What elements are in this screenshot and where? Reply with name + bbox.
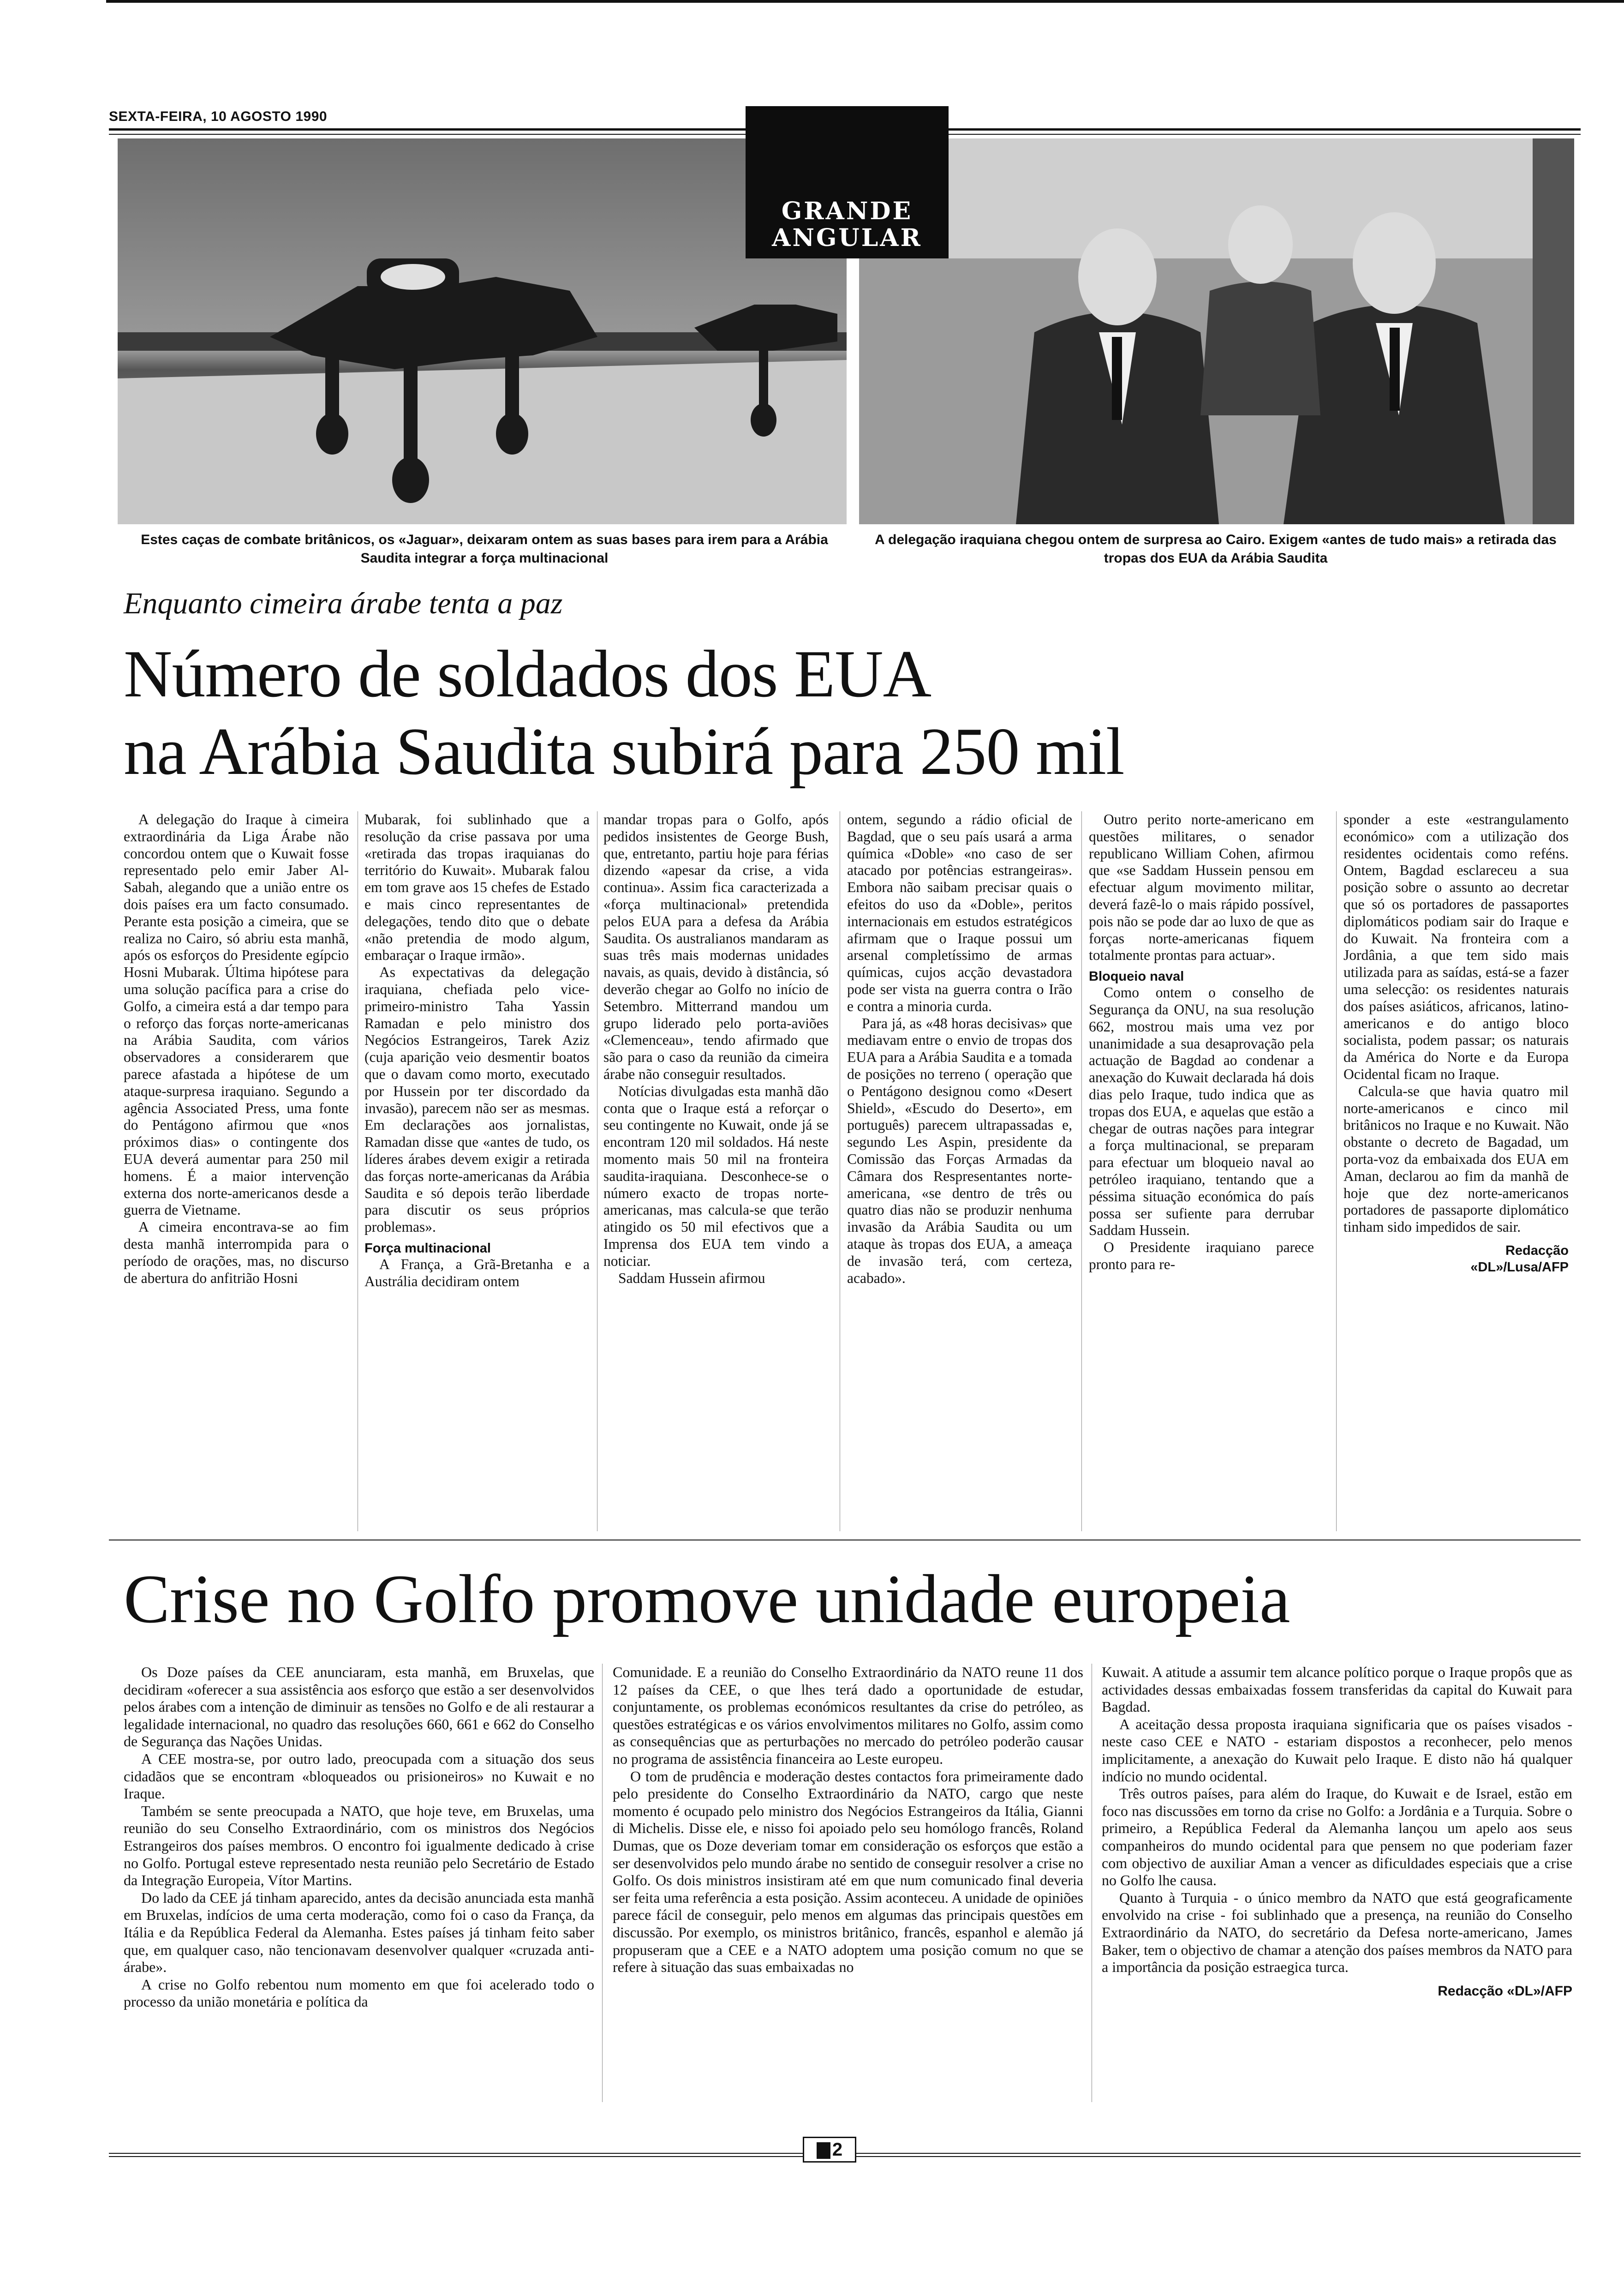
photo-jaguar-jets — [118, 138, 847, 524]
paragraph: A CEE mostra-se, por outro lado, preocupada com a situação dos seus cidadãos que se encontram «bloqueados ou prisioneiros» no Kuwait e no Iraque. — [124, 1750, 594, 1802]
photo-iraqi-delegation — [859, 138, 1574, 524]
paragraph: Comunidade. E a reunião do Conselho Extraordinário da NATO reune 11 dos 12 países da CEE, o que lhes terá dado a oportunidade de estudar, conjuntamente, os problemas económicos resultantes da crise do petróleo, as questões estratégicas e os vários envolvimentos militares no Golfo, assim como as consequências que as perturbações no mercado do petróleo poderão causar no programa de assistência financeira ao Leste europeu. — [613, 1664, 1083, 1767]
paragraph: Calcula-se que havia quatro mil norte-americanos e cinco mil britânicos no Iraque e no Kuwait. Não obstante o decreto de Bagadad, um porta-voz da embaixada dos EUA em Aman, declarou ao fim da manhã de hoje que dez norte-americanos portadores de passaporte diplomático tinham sido impedidos de sair. — [1343, 1083, 1569, 1235]
headline-article2: Crise no Golfo promove unidade europeia — [124, 1561, 1290, 1637]
paragraph: Três outros países, para além do Iraque, do Kuwait e de Israel, estão em foco nas discussões em torno da crise no Golfo: a Jordânia e a Turquia. Sobre o primeiro, a República Federal da Alemanha lançou um apelo aos seus companheiros do mundo ocidental para que pensem no que poderiam fazer com objectivo de auxiliar Aman a vencer as dificuldades especiais que a crise no Golfo lhe causa. — [1102, 1785, 1572, 1889]
subheading: Força multinacional — [364, 1240, 491, 1256]
article2-column-3 — [1102, 1664, 1572, 2000]
page-number-box — [803, 2137, 856, 2163]
paragraph: A França, a Grã-Bretanha e a Austrália decidiram ontem — [364, 1256, 590, 1289]
paragraph: A delegação do Iraque à cimeira extraordinária da Liga Árabe não concordou ontem que o Kuwait fosse representado pelo emir Jaber Al-Sabah, alegando que a união entre os dois países era um facto consumado. Perante esta posição a cimeira, que se realiza no Cairo, só abriu esta manhã, após os esforços do Presidente egípcio Hosni Mubarak. Última hipótese para uma solução pacífica para a crise do Golfo, a cimeira está a dar tempo para o reforço das forças norte-americanas na Arábia Saudita, com vários observadores a considerarem que parece afastada a hipótese de um ataque-surpresa iraquiano. Segundo a agência Associated Press, uma fonte do Pentágono afirmou que «nos próximos dias» o contingente dos EUA deverá aumentar para 250 mil homens. É a maior intervenção externa dos norte-americanos desde a guerra de Vietname. — [124, 811, 349, 1218]
article2-column-2 — [613, 1664, 1083, 1976]
article1-column-4 — [847, 811, 1072, 1287]
article1-column-5 — [1089, 811, 1314, 1273]
paragraph: Quanto à Turquia - o único membro da NATO que está geograficamente envolvido na crise - foi sublinhado que a presença, na reunião do Conselho Extraordinário da NATO, do secretário da Defesa norte-americano, James Baker, tem o objectivo de chamar a atenção dos países membros da NATO para a importância da posição estraegica turca. — [1102, 1889, 1572, 1976]
paragraph: A cimeira encontrava-se ao fim desta manhã interrompida para o período de orações, mas, no discurso de abertura do anfitrião Hosni — [124, 1219, 349, 1286]
article1-column-6 — [1343, 811, 1569, 1276]
paragraph: O tom de prudência e moderação destes contactos fora primeiramente dado pelo presidente do Conselho Extraordinário da NATO, cargo que neste momento é ocupado pelo ministro dos Negócios Estrangeiros da Itália, Gianni di Michelis. Disse ele, e nisso foi apoiado pelo seu homólogo francês, Roland Dumas, que os Doze deveriam tomar em consideração os esforços que estão a ser desenvolvidos pelo mundo árabe no sentido de conseguir resolver a crise no Golfo. Os dois ministros insistiram até em que num comunicado final deveria ser feita uma referência a esta posição. Assim aconteceu. A unidade de opiniões parece fácil de conseguir, pelo menos em algumas das principais questões em discussão. Por exemplo, os ministros britânico, francês, espanhol e alemão já propuseram que a CEE e a NATO adoptem uma posição comum no que se refere à situação das suas embaixadas no — [613, 1768, 1083, 1976]
column-divider — [602, 1664, 603, 2102]
paragraph: O Presidente iraquiano parece pronto para re- — [1089, 1239, 1314, 1272]
article-overline: Enquanto cimeira árabe tenta a paz — [124, 587, 563, 620]
byline-1: Redacção — [1505, 1243, 1569, 1258]
article1-column-2 — [364, 811, 590, 1290]
paragraph: Do lado da CEE já tinham aparecido, antes da decisão anunciada esta manhã em Bruxelas, indícios de uma certa moderação, como foi o caso da França, da Itália e da República Federal da Alemanha. Estes países já tinham feito saber que, em qualquer caso, não tencionavam desenvolver qualquer «cruzada anti-árabe». — [124, 1889, 594, 1976]
paragraph: mandar tropas para o Golfo, após pedidos insistentes de George Bush, que, entretanto, partiu hoje para férias dizendo «apesar da crise, a vida continua». Assim fica caracterizada a «força multinacional» pretendida pelos EUA para a defesa da Arábia Saudita. Os australianos mandaram as suas três mais modernas unidades navais, as quais, devido à distância, só deverão chegar ao Golfo no início de Setembro. Mitterrand mandou um grupo liderado pelo porta-aviões «Clemenceau», tendo afirmado que são para o caso da reunião da cimeira árabe não conseguir resultados. — [603, 811, 829, 1082]
column-divider — [1336, 811, 1337, 1531]
paragraph: ontem, segundo a rádio oficial de Bagdad, que o seu país usará a arma química «Doble» «no caso de ser atacado por potências estrangeiras». Embora não saibam precisar quais o efeitos do uso da «Doble», peritos internacionais em estudos estratégicos afirmam que o Iraque possui um arsenal completíssimo de armas químicas, cujos acção devastadora pode ser vista na guerra contra o Irão e contra a minoria curda. — [847, 811, 1072, 1014]
byline: Redacção «DL»/AFP — [1438, 1983, 1572, 1999]
paragraph: As expectativas da delegação iraquiana, chefiada pelo vice-primeiro-ministro Taha Yassin Ramadan e pelo ministro dos Negócios Estrangeiros, Tarek Aziz (cuja aparição veio desmentir boatos que o davam como morto, executado por Hussein por ter discordado da invasão), parecem não ser as mesmas. Em declarações aos jornalistas, Ramadan disse que «antes de tudo, os líderes árabes devem exigir a retirada das forças norte-americanas da Arábia Saudita e só depois terão liberdade para discutir os seus próprios problemas». — [364, 964, 590, 1235]
paragraph: Para já, as «48 horas decisivas» que mediavam entre o envio de tropas dos EUA para a Arábia Saudita e a tomada de posições no terreno ( operação que o Pentágono designou como «Desert Shield», «Escudo do Deserto», em português) parecem ultrapassadas e, segundo Les Aspin, presidente da Comissão das Forças Armadas da Câmara dos Respresentantes norte-americana, «se dentro de três ou quatro dias não se produzir nenhuma invasão da Arábia Saudita ou um ataque às tropas dos EUA, a ameaça de invasão terá, com certeza, acabado». — [847, 1015, 1072, 1286]
article1-column-1 — [124, 811, 349, 1287]
subheading: Bloqueio naval — [1089, 969, 1184, 984]
headline-line1: Número de soldados dos EUA — [124, 636, 931, 711]
paragraph: Outro perito norte-americano em questões militares, o senador republicano William Cohen, afirmou que «se Saddam Hussein pensou em efectuar algum movimento militar, deverá fazê-lo o mais rápido possível, pois não se pode dar ao luxo de que as forças norte-americanas fiquem totalmente prontas para actuar». — [1089, 811, 1314, 964]
dl-logo-icon — [817, 2142, 830, 2159]
paragraph: Os Doze países da CEE anunciaram, esta manhã, em Bruxelas, que decidiram «oferecer a sua assistência aos esforço que estão a ser desenvolvidos pelos árabes com a intenção de diminuir as tensões no Golfo e de ali restaurar a legalidade internacional, no quadro das resoluções 660, 661 e 662 do Conselho de Segurança das Nações Unidas. — [124, 1664, 594, 1750]
paragraph: Como ontem o conselho de Segurança da ONU, na sua resolução 662, mostrou mais uma vez por unanimidade a sua desaprovação pela actuação de Bagdad ao condenar a anexação do Kuwait declarada há dois dias pelo Iraque, tudo indica que as tropas dos EUA, e aquelas que estão a chegar de outras nações para integrar a força multinacional, se preparam para efectuar um bloqueio naval ao petróleo iraquiano, tentando que a péssima situação económica do país possa ser sufiente para derrubar Saddam Hussein. — [1089, 984, 1314, 1239]
paragraph: Saddam Hussein afirmou — [618, 1270, 765, 1286]
paragraph: Notícias divulgadas esta manhã dão conta que o Iraque está a reforçar o seu contingente no Kuwait, onde já se encontram 120 mil soldados. Há neste momento mais 50 mil na fronteira saudita-iraquiana. Desconhece-se o número exacto de tropas norte-americanas, mas calcula-se que terão atingido os 50 mil efectivos que a Imprensa dos EUA tem vindo a noticiar. — [603, 1083, 829, 1269]
section-label-line2: ANGULAR — [772, 224, 922, 252]
article2-column-1 — [124, 1664, 594, 2011]
paragraph: A crise no Golfo rebentou num momento em que foi acelerado todo o processo da união monetária e política da — [124, 1976, 594, 2010]
section-label-line1: GRANDE — [781, 197, 913, 225]
page-date: SEXTA-FEIRA, 10 AGOSTO 1990 — [109, 109, 328, 124]
photo-caption-left: Estes caças de combate britânicos, os «Jaguar», deixaram ontem as suas bases para irem para a Arábia Saudita integrar a força multinacional — [141, 532, 828, 566]
headline-line2: na Arábia Saudita subirá para 250 mil — [124, 714, 1124, 789]
paragraph: A aceitação dessa proposta iraquiana significaria que os países visados - neste caso CEE e NATO - estariam dispostos a reconhecer, pelo menos implicitamente, a anexação do Kuwait pelo Iraque. E disto não há qualquer indício no mundo ocidental. — [1102, 1715, 1572, 1785]
byline-2: «DL»/Lusa/AFP — [1470, 1259, 1569, 1275]
photo-caption-right: A delegação iraquiana chegou ontem de surpresa ao Cairo. Exigem «antes de tudo mais» a retirada das tropas dos EUA da Arábia Saudita — [875, 532, 1557, 566]
paragraph: Mubarak, foi sublinhado que a resolução da crise passava por uma «retirada das tropas iraquianas do território do Kuwait». Mubarak falou em tom grave aos 15 chefes de Estado e mais cinco representantes de delegações, tendo dito que o debate «não pretendia de modo algum, embaraçar o Iraque irmão». — [364, 811, 590, 964]
top-border — [106, 0, 1624, 3]
paragraph: Kuwait. A atitude a assumir tem alcance político porque o Iraque propôs que as actividades dessas embaixadas fossem transferidas da capital do Kuwait para Bagdad. — [1102, 1664, 1572, 1715]
page-number: 2 — [832, 2139, 843, 2160]
paragraph: Também se sente preocupada a NATO, que hoje teve, em Bruxelas, uma reunião do seu Conselho Extraordinário, com os ministros dos Negócios Estrangeiros dos países membros. O encontro foi igualmente dedicado à crise no Golfo. Portugal esteve representado nesta reunião pelo Secretário de Estado da Integração Europeia, Vítor Martins. — [124, 1802, 594, 1889]
column-divider — [1081, 811, 1082, 1531]
article1-column-3 — [603, 811, 829, 1287]
paragraph: sponder a este «estrangulamento económico» com a utilização dos residentes ocidentais como reféns. Ontem, Bagdad esclareceu a sua posição sobre o assunto ao decretar que só os portadores de passaportes diplomáticos podiam sair do Iraque e do Kuwait. Na fronteira com a Jordânia, a que tem sido mais utilizada para as saídas, está-se a fazer uma selecção: os residentes naturais dos países asiáticos, africanos, latino-americanos e do antigo bloco socialista, podem passar; os naturais da América do Norte e da Europa Ocidental ficam no Iraque. — [1343, 811, 1569, 1082]
